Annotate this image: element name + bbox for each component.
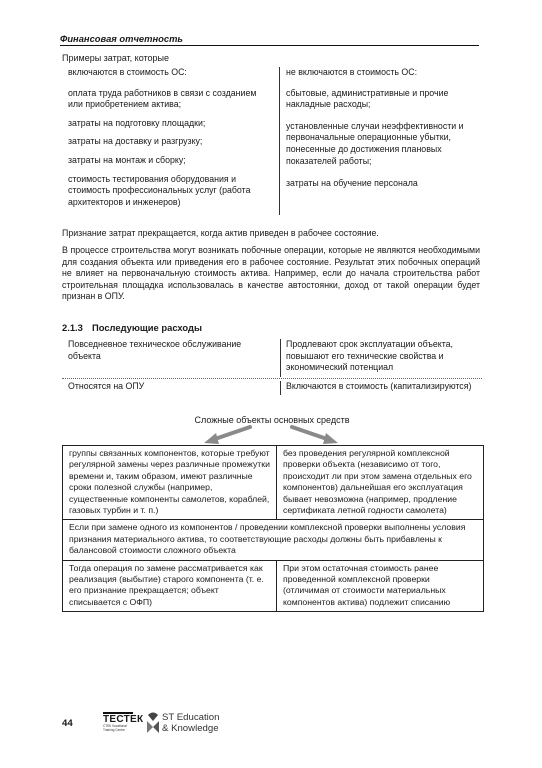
branch-arrows: [200, 424, 350, 446]
maintenance-cell: Повседневное техническое обслуживание объекта: [68, 339, 242, 361]
testek-logo-subtext: СТЕК Vocational Training Centre: [103, 724, 127, 732]
st-logo-mark-icon: [145, 711, 161, 735]
included-column: [68, 67, 273, 215]
section-number: 2.1.3: [62, 322, 83, 333]
replacement-cell: Тогда операция по замене рассматривается как реализация (выбытие) старого компонента (т. е. его признание прекращается; объект списывается с ОФП): [63, 561, 277, 612]
table-row: [63, 446, 483, 519]
complex-objects-table: [62, 445, 484, 612]
right-arrow-icon: [292, 427, 338, 444]
complex-objects-title: Сложные объекты основных средств: [194, 415, 350, 425]
included-item: затраты на подготовку площадки;: [68, 117, 206, 128]
included-item: оплата труда работников в связи с созданием или приобретением актива;: [68, 87, 257, 110]
intro-text: Примеры затрат, которые: [62, 53, 170, 63]
section-heading: [62, 322, 202, 334]
subsequent-costs-table: [62, 339, 482, 401]
table-row: [63, 560, 483, 612]
running-header: [60, 33, 479, 46]
paragraph-side-operations: В процессе строительства могут возникать побочные операции, которые не являются необходимыми для создания объекта или приведения его в рабочее состояние. Результат этих побочных операций не влияет на первоначальную стоимость актива. Например, если до начала строительства работ строительная площадка использовалась в качестве автостоянки, доход от такой операции будет признан в ОПУ.: [62, 245, 480, 301]
excluded-item: сбытовые, административные и прочие накладные расходы;: [286, 87, 449, 110]
paragraph-recognition: Признание затрат прекращается, когда актив приведен в рабочее состояние.: [62, 228, 379, 238]
st-logo-text: [162, 713, 219, 734]
included-item: затраты на монтаж и сборку;: [68, 154, 186, 165]
excluded-item: установленные случаи неэффективности и первоначальные операционные убытки, понесенные до достижения плановых показателей работы;: [286, 120, 464, 166]
testek-logo-text: ТЕСТЕК: [103, 714, 144, 725]
excluded-header: не включаются в стоимость ОС:: [286, 67, 418, 77]
header-title: Финансовая отчетность: [60, 33, 183, 44]
recognition-conditions-cell: Если при замене одного из компонентов / проведении комплексной проверки выполнены условия признания материального актива, то соответствующие расходы должны быть прибавлены к балансовой стоимости сложного объекта: [69, 522, 466, 556]
capitalize-cell: Включаются в стоимость (капитализируются): [280, 381, 482, 395]
st-logo-line2: & Knowledge: [162, 722, 219, 734]
expense-cell: Относятся на ОПУ: [68, 381, 145, 391]
table-divider: [62, 378, 482, 379]
excluded-column: [279, 67, 482, 215]
improvement-cell: Продлевают срок эксплуатации объекта, повышают его технические свойства и экономический потенциал: [280, 339, 482, 377]
page-number: 44: [62, 718, 73, 729]
table-row: [63, 519, 483, 559]
testek-logo: [103, 712, 144, 734]
included-header: включаются в стоимость ОС:: [68, 67, 187, 77]
components-cell: группы связанных компонентов, которые требуют регулярной замены через различные промежутки времени и, таким образом, имеют различные сроки полезной службы (например, существенные компоненты самолетов, кораблей, газовых турбин и т. п.): [63, 446, 277, 519]
included-item: затраты на доставку и разгрузку;: [68, 136, 203, 147]
section-title: Последующие расходы: [92, 322, 202, 333]
left-arrow-icon: [204, 427, 250, 444]
inspection-cell: без проведения регулярной комплексной проверки объекта (независимо от того, происходит ли при этом замена отдельных его компонентов) дальнейшая его эксплуатация бывает невозможна (например, продление сертификата летной годности самолета): [283, 448, 472, 516]
st-logo-line1: ST Education: [162, 712, 220, 723]
st-education-logo: [145, 711, 235, 735]
cost-comparison: [62, 67, 482, 217]
residual-value-cell: При этом остаточная стоимость ранее проведенной комплексной проверки (отличимая от стоимости материальных компонентов актива) подлежит списанию: [283, 562, 451, 607]
included-item: стоимость тестирования оборудования и стоимость профессиональных услуг (работа архитекторов и инженеров): [68, 173, 251, 207]
excluded-item: затраты на обучение персонала: [286, 178, 418, 189]
